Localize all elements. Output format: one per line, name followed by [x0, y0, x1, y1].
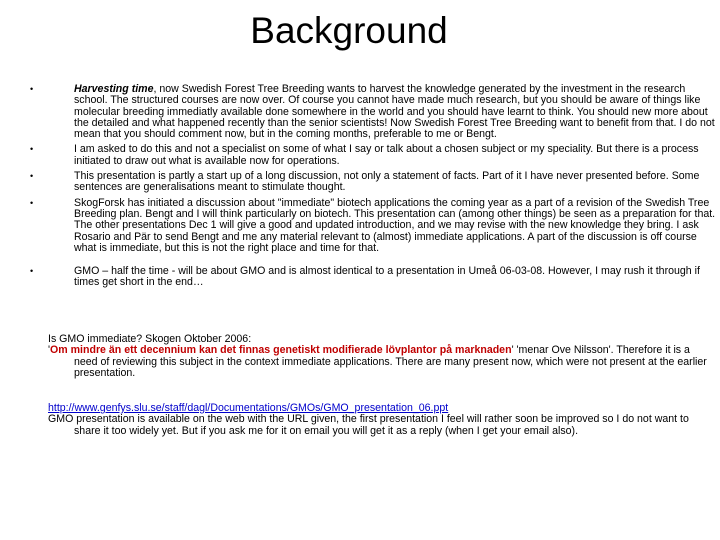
bullet-list: [30, 84, 718, 293]
bullet-text: SkogForsk has initiated a discussion about "immediate" biotech applications the coming year as a part of a revision of the Swedish Tree Breeding plan. Bengt and I will think particularly on biotech. This presentation can (among other things) be seen as a preparation for that. The other presentations Dec 1 will give a good and updated introduction, and we may revise with the new knowledge they bring. I ask Rosario and Pär to send Bengt and me any material relevant to (almost) immediate applications. A part of the discussion is off course what is immediate, but this is not the right place and time for that.: [74, 196, 716, 254]
bullet-text: GMO – half the time - will be about GMO and is almost identical to a presentation in Umeå 06-03-08. However, I may rush it through if times get short in the end…: [74, 265, 700, 289]
bullet-text: , now Swedish Forest Tree Breeding wants to harvest the knowledge generated by the investment in the research school. The structured courses are now over. Of course you cannot have made much research, but you should be aware of things like molecular breeding immediatly available done somewhere in the world and you should have learnt to think. You should new more about the detailed and what happened recently than the senior scientists! Now Swedish Forest Tree Breeding want to benefit from that. I do not mean that you should comment now, but in the coming months, preferable to me or Bengt.: [74, 83, 715, 141]
quote-open: ': [48, 344, 51, 357]
bullet-icon: •: [30, 197, 34, 208]
slide-title: Background: [250, 10, 448, 51]
bullet-icon: •: [30, 266, 34, 277]
bullet-icon: •: [30, 144, 34, 155]
bullet-item: [30, 84, 718, 140]
bullet-item: [30, 144, 718, 167]
bullet-text: I am asked to do this and not a specialist on some of what I say or talk about a chosen subject or my speciality. But there is a process initiated to draw out what is available now for operations.: [74, 143, 699, 167]
quote-rest: ' 'menar Ove Nilsson'. Therefore it is a need of reviewing this subject in the context immediate applications. There are many present now, which were not present at the earlier presentation.: [74, 344, 707, 379]
bullet-item: [30, 171, 718, 194]
quote-red: Om mindre än ett decennium kan det finnas genetiskt modifierade lövplantor på marknaden: [50, 344, 512, 357]
gmo-section: [48, 334, 716, 379]
link-section: [48, 403, 716, 437]
bullet-text: This presentation is partly a start up of a long discussion, not only a statement of facts. Part of it I have never presented before. Some sentences are generalisations meant to stimulate thought.: [74, 170, 700, 194]
link-description: GMO presentation is available on the web with the URL given, the first presentation I feel will rather soon be improved so I do not want to share it too widely yet. But if you ask me for it on email you will get it as a reply (when I get your email also).: [48, 413, 689, 437]
bullet-lead: Harvesting time: [74, 83, 154, 95]
gmo-quote: [48, 345, 716, 379]
bullet-item: [30, 198, 718, 254]
bullet-icon: •: [30, 171, 34, 182]
presentation-link[interactable]: http://www.genfys.slu.se/staff/dagl/Documentations/GMOs/GMO_presentation_06.ppt: [48, 402, 449, 414]
bullet-icon: •: [30, 84, 34, 94]
gmo-question: Is GMO immediate? Skogen Oktober 2006:: [48, 333, 252, 345]
bullet-item: [30, 266, 718, 289]
